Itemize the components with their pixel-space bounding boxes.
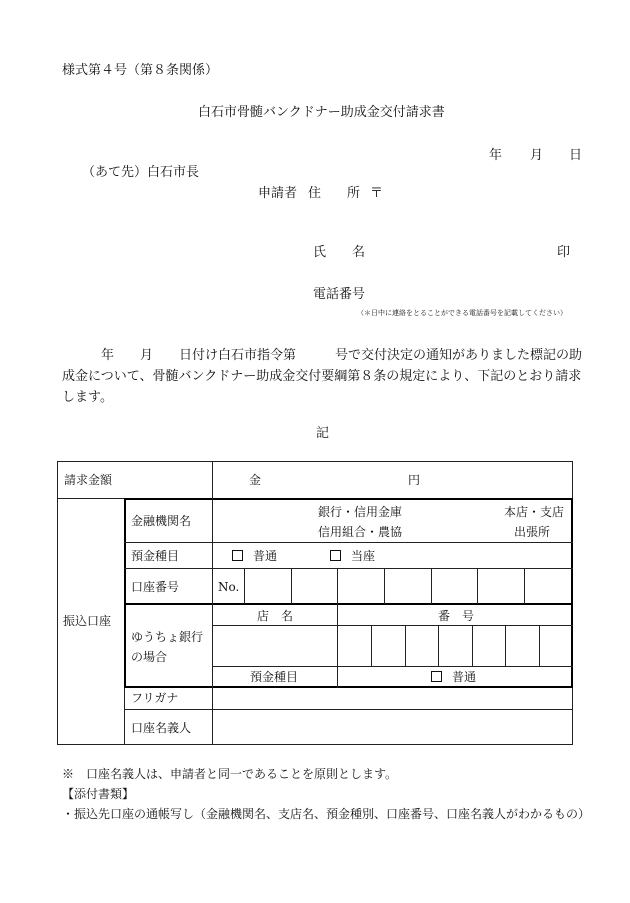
- branch-types-1: 本店・支店: [504, 505, 565, 519]
- deposit-label: 預金種目: [131, 549, 180, 563]
- yucho-label-1: ゆうちょ銀行: [131, 630, 204, 644]
- address-label: 住 所: [308, 186, 361, 201]
- store-name-label: 店 名: [257, 609, 294, 623]
- bank-types-2: 信用組合・農協: [318, 525, 403, 539]
- deposit-opt2-label: 当座: [351, 549, 376, 563]
- footer-note: ※ 口座名義人は、申請者と同一であることを原則とします。: [62, 767, 398, 781]
- deposit-option-ordinary[interactable]: [232, 549, 277, 563]
- date-month: 月: [530, 148, 544, 163]
- furigana-label: フリガナ: [131, 691, 179, 705]
- page-title: 白石市骨髄バンクドナー助成金交付請求書: [198, 105, 445, 120]
- no-label: No.: [218, 580, 240, 594]
- yucho-deposit-label: 預金種目: [250, 670, 299, 684]
- request-text: 年 月 日付け白石市指令第 号で交付決定の通知がありました標記の助成金について、骨髄バンクドナー助成金交付要綱第８条の規定により、下記のとおり請求します。: [62, 348, 583, 405]
- deposit-opt1-label: 普通: [253, 549, 278, 563]
- amount-unit: 円: [408, 473, 421, 487]
- account-no-label: 口座番号: [131, 580, 180, 594]
- phone-label: 電話番号: [313, 287, 366, 302]
- checkbox-icon[interactable]: [232, 550, 243, 561]
- ki-mark: 記: [316, 426, 330, 441]
- yucho-label-2: の場合: [131, 650, 168, 664]
- amount-label: 請求金額: [64, 473, 113, 487]
- bank-label: 金融機関名: [131, 514, 192, 528]
- bank-types-1: 銀行・信用金庫: [318, 505, 403, 519]
- yucho-deposit-option[interactable]: [431, 670, 476, 684]
- name-label: 氏 名: [313, 245, 366, 260]
- date-year: 年: [489, 148, 503, 163]
- amount-prefix: 金: [249, 473, 262, 487]
- checkbox-icon[interactable]: [330, 550, 341, 561]
- date-day: 日: [569, 148, 583, 163]
- branch-types-2: 出張所: [514, 525, 551, 539]
- applicant-label: 申請者: [258, 186, 298, 201]
- yucho-deposit-opt-label: 普通: [452, 670, 477, 684]
- phone-note: （＊日中に連絡をとることができる電話番号を記載してください）: [357, 309, 567, 317]
- form-number: 様式第４号（第８条関係）: [62, 63, 219, 78]
- attach-heading: 【添付書類】: [62, 787, 135, 801]
- transfer-label: 振込口座: [63, 614, 112, 628]
- addressee: （あて先）白石市長: [82, 165, 200, 180]
- checkbox-icon[interactable]: [431, 671, 442, 682]
- number-label: 番 号: [438, 609, 475, 623]
- seal-mark: 印: [557, 245, 571, 260]
- deposit-option-current[interactable]: [330, 549, 375, 563]
- postal-mark: 〒: [370, 186, 384, 201]
- holder-label: 口座名義人: [131, 721, 192, 735]
- attach-item: ・振込先口座の通帳写し（金融機関名、支店名、預金種別、口座番号、口座名義人がわかるもの）: [62, 807, 591, 821]
